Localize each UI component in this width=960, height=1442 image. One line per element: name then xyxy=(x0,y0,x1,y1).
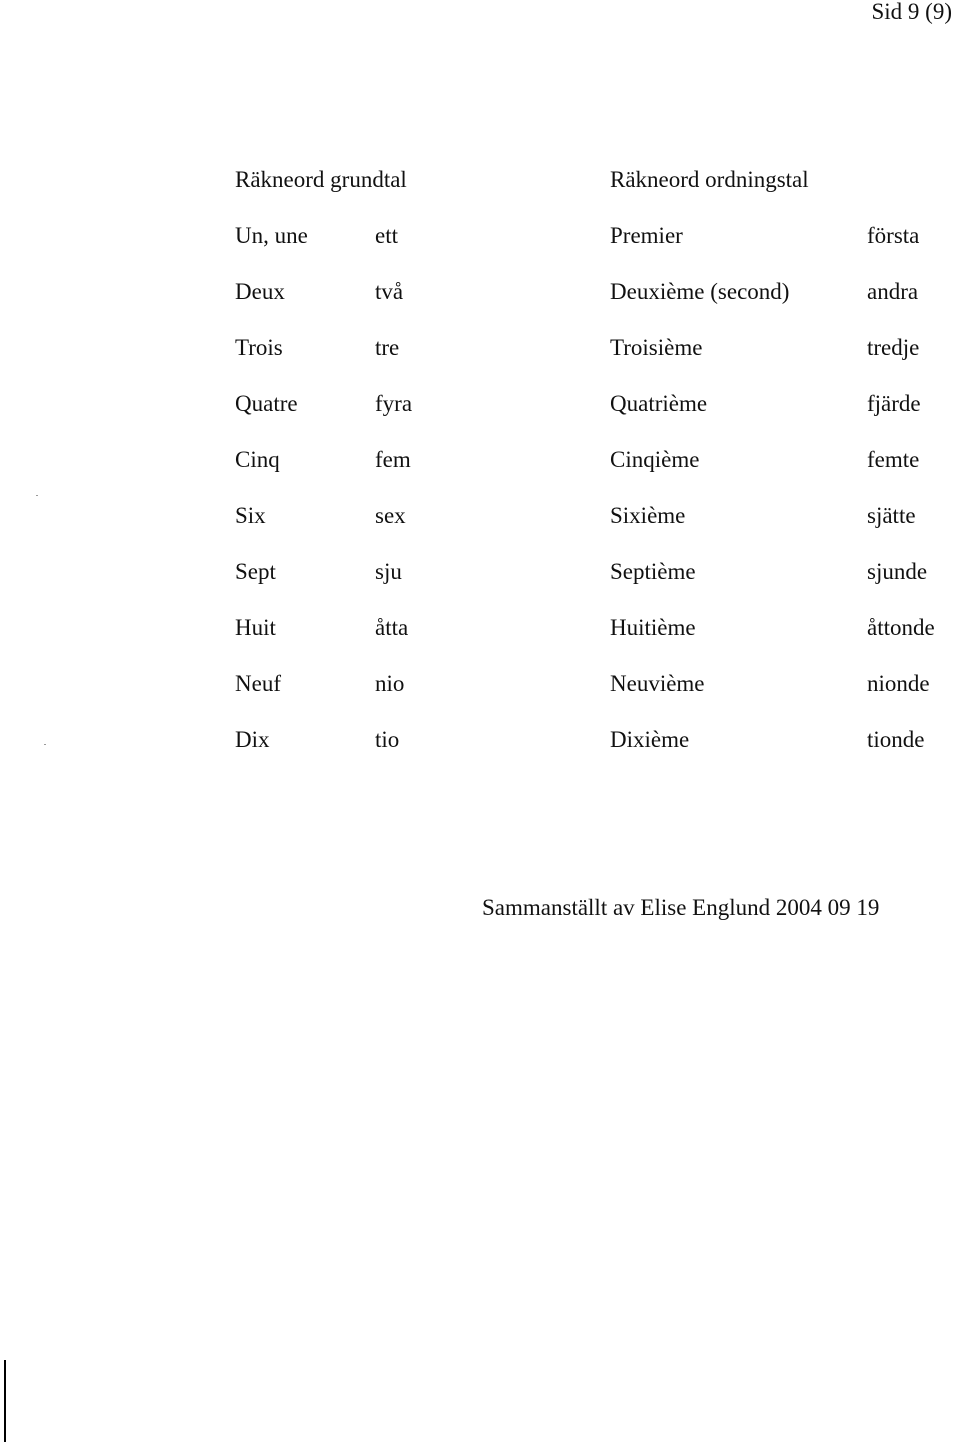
swedish-ordinal: femte xyxy=(867,447,920,472)
swedish-cardinal: fem xyxy=(375,447,411,472)
french-ordinal: Quatrième xyxy=(610,391,708,416)
numeral-row-2 xyxy=(0,278,960,306)
swedish-cardinal: tio xyxy=(375,727,400,752)
french-cardinal: Dix xyxy=(235,727,270,752)
swedish-ordinal: första xyxy=(867,223,920,248)
swedish-cardinal: nio xyxy=(375,671,405,696)
numeral-row-3 xyxy=(0,334,960,362)
french-ordinal: Deuxième (second) xyxy=(610,279,790,304)
numeral-row-4 xyxy=(0,390,960,418)
footer-credit: Sammanställt av Elise Englund 2004 09 19 xyxy=(482,895,880,920)
numeral-row-7 xyxy=(0,558,960,586)
swedish-ordinal: nionde xyxy=(867,671,930,696)
numeral-row-5 xyxy=(0,446,960,474)
french-cardinal: Trois xyxy=(235,335,283,360)
numeral-row-1 xyxy=(0,222,960,250)
swedish-cardinal: åtta xyxy=(375,615,409,640)
swedish-cardinal: ett xyxy=(375,223,398,248)
ordinal-heading: Räkneord ordningstal xyxy=(610,167,809,192)
swedish-cardinal: sju xyxy=(375,559,402,584)
swedish-ordinal: tredje xyxy=(867,335,920,360)
french-ordinal: Huitième xyxy=(610,615,696,640)
swedish-ordinal: fjärde xyxy=(867,391,921,416)
scan-speck xyxy=(44,744,46,745)
scan-edge-line xyxy=(4,1360,6,1442)
french-ordinal: Dixième xyxy=(610,727,690,752)
french-ordinal: Septième xyxy=(610,559,696,584)
french-cardinal: Huit xyxy=(235,615,276,640)
french-cardinal: Sept xyxy=(235,559,276,584)
french-cardinal: Six xyxy=(235,503,266,528)
french-ordinal: Sixième xyxy=(610,503,686,528)
french-cardinal: Cinq xyxy=(235,447,280,472)
swedish-ordinal: åttonde xyxy=(867,615,935,640)
cardinal-heading: Räkneord grundtal xyxy=(235,167,407,192)
numeral-row-6 xyxy=(0,502,960,530)
french-ordinal: Neuvième xyxy=(610,671,705,696)
swedish-cardinal: sex xyxy=(375,503,406,528)
swedish-ordinal: sjunde xyxy=(867,559,928,584)
french-cardinal: Neuf xyxy=(235,671,281,696)
numeral-row-8 xyxy=(0,614,960,642)
french-cardinal: Quatre xyxy=(235,391,298,416)
french-cardinal: Un, une xyxy=(235,223,308,248)
numeral-row-10 xyxy=(0,726,960,754)
numeral-row-9 xyxy=(0,670,960,698)
scan-speck xyxy=(36,495,38,496)
swedish-ordinal: tionde xyxy=(867,727,925,752)
french-ordinal: Troisième xyxy=(610,335,703,360)
french-ordinal: Premier xyxy=(610,223,683,248)
french-cardinal: Deux xyxy=(235,279,285,304)
french-ordinal: Cinqième xyxy=(610,447,700,472)
swedish-ordinal: andra xyxy=(867,279,919,304)
page-number: Sid 9 (9) xyxy=(871,0,952,24)
swedish-ordinal: sjätte xyxy=(867,503,916,528)
swedish-cardinal: tre xyxy=(375,335,400,360)
swedish-cardinal: två xyxy=(375,279,404,304)
swedish-cardinal: fyra xyxy=(375,391,413,416)
